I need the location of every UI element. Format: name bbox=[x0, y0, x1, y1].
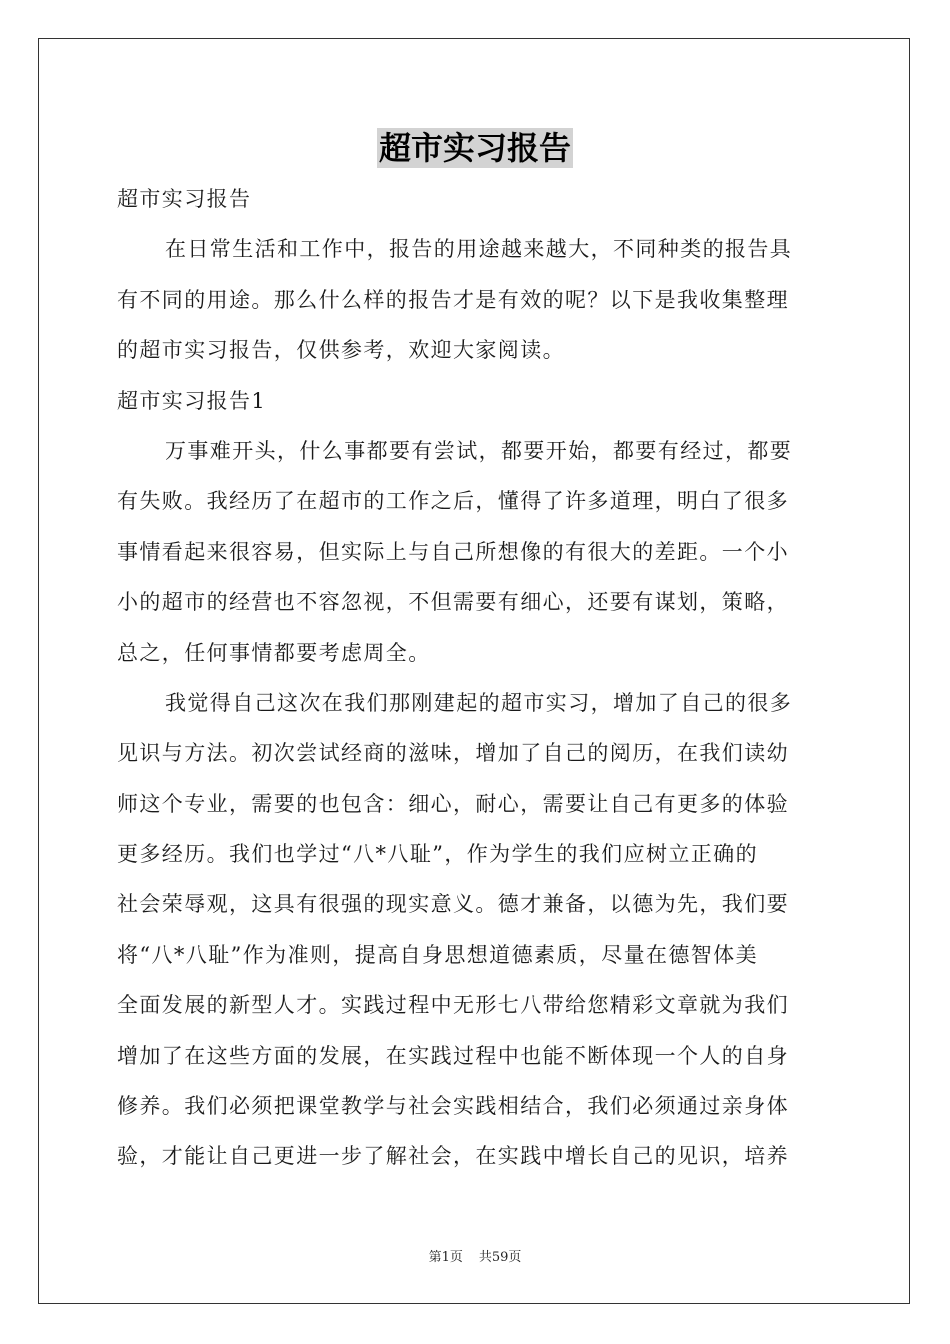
paragraph-line: 的超市实习报告，仅供参考，欢迎大家阅读。 bbox=[117, 338, 565, 363]
page-footer bbox=[0, 1246, 950, 1265]
paragraph-line: 师这个专业，需要的也包含：细心，耐心，需要让自己有更多的体验 bbox=[117, 791, 789, 816]
paragraph-line: 全面发展的新型人才。实践过程中无形七八带给您精彩文章就为我们 bbox=[117, 993, 789, 1018]
document-body bbox=[117, 174, 833, 1182]
paragraph-line: 验，才能让自己更进一步了解社会，在实践中增长自己的见识，培养 bbox=[117, 1144, 789, 1169]
paragraph-line: 增加了在这些方面的发展，在实践过程中也能不断体现一个人的自身 bbox=[117, 1043, 789, 1068]
paragraph-line: 在日常生活和工作中，报告的用途越来越大，不同种类的报告具 bbox=[165, 237, 793, 262]
section-heading: 超市实习报告1 bbox=[117, 388, 267, 413]
subtitle-line: 超市实习报告 bbox=[117, 187, 252, 211]
paragraph-line: 社会荣辱观，这具有很强的现实意义。德才兼备，以德为先，我们要 bbox=[117, 892, 789, 917]
paragraph-line: 事情看起来很容易，但实际上与自己所想像的有很大的差距。一个小 bbox=[117, 539, 789, 564]
paragraph-line: 总之，任何事情都要考虑周全。 bbox=[117, 640, 431, 665]
paragraph-line: 见识与方法。初次尝试经商的滋味，增加了自己的阅历，在我们读幼 bbox=[117, 741, 789, 766]
document-title: 超市实习报告 bbox=[378, 129, 571, 167]
paragraph-line: 将“八*八耻”作为准则，提高自身思想道德素质，尽量在德智体美 bbox=[117, 942, 758, 967]
paragraph-line: 万事难开头，什么事都要有尝试，都要开始，都要有经过，都要 bbox=[165, 438, 793, 463]
paragraph-line: 小的超市的经营也不容忽视，不但需要有细心，还要有谋划，策略， bbox=[117, 590, 789, 615]
page-number: 第1页 bbox=[428, 1250, 463, 1265]
title-container bbox=[0, 128, 950, 168]
paragraph-line: 修养。我们必须把课堂教学与社会实践相结合，我们必须通过亲身体 bbox=[117, 1094, 789, 1119]
paragraph-line: 有不同的用途。那么什么样的报告才是有效的呢？以下是我收集整理 bbox=[117, 287, 789, 312]
paragraph-line: 有失败。我经历了在超市的工作之后，懂得了许多道理，明白了很多 bbox=[117, 489, 789, 514]
page-total: 共59页 bbox=[478, 1250, 522, 1265]
paragraph-line: 更多经历。我们也学过“八*八耻”，作为学生的我们应树立正确的 bbox=[117, 842, 758, 867]
paragraph-line: 我觉得自己这次在我们那刚建起的超市实习，增加了自己的很多 bbox=[165, 690, 793, 715]
